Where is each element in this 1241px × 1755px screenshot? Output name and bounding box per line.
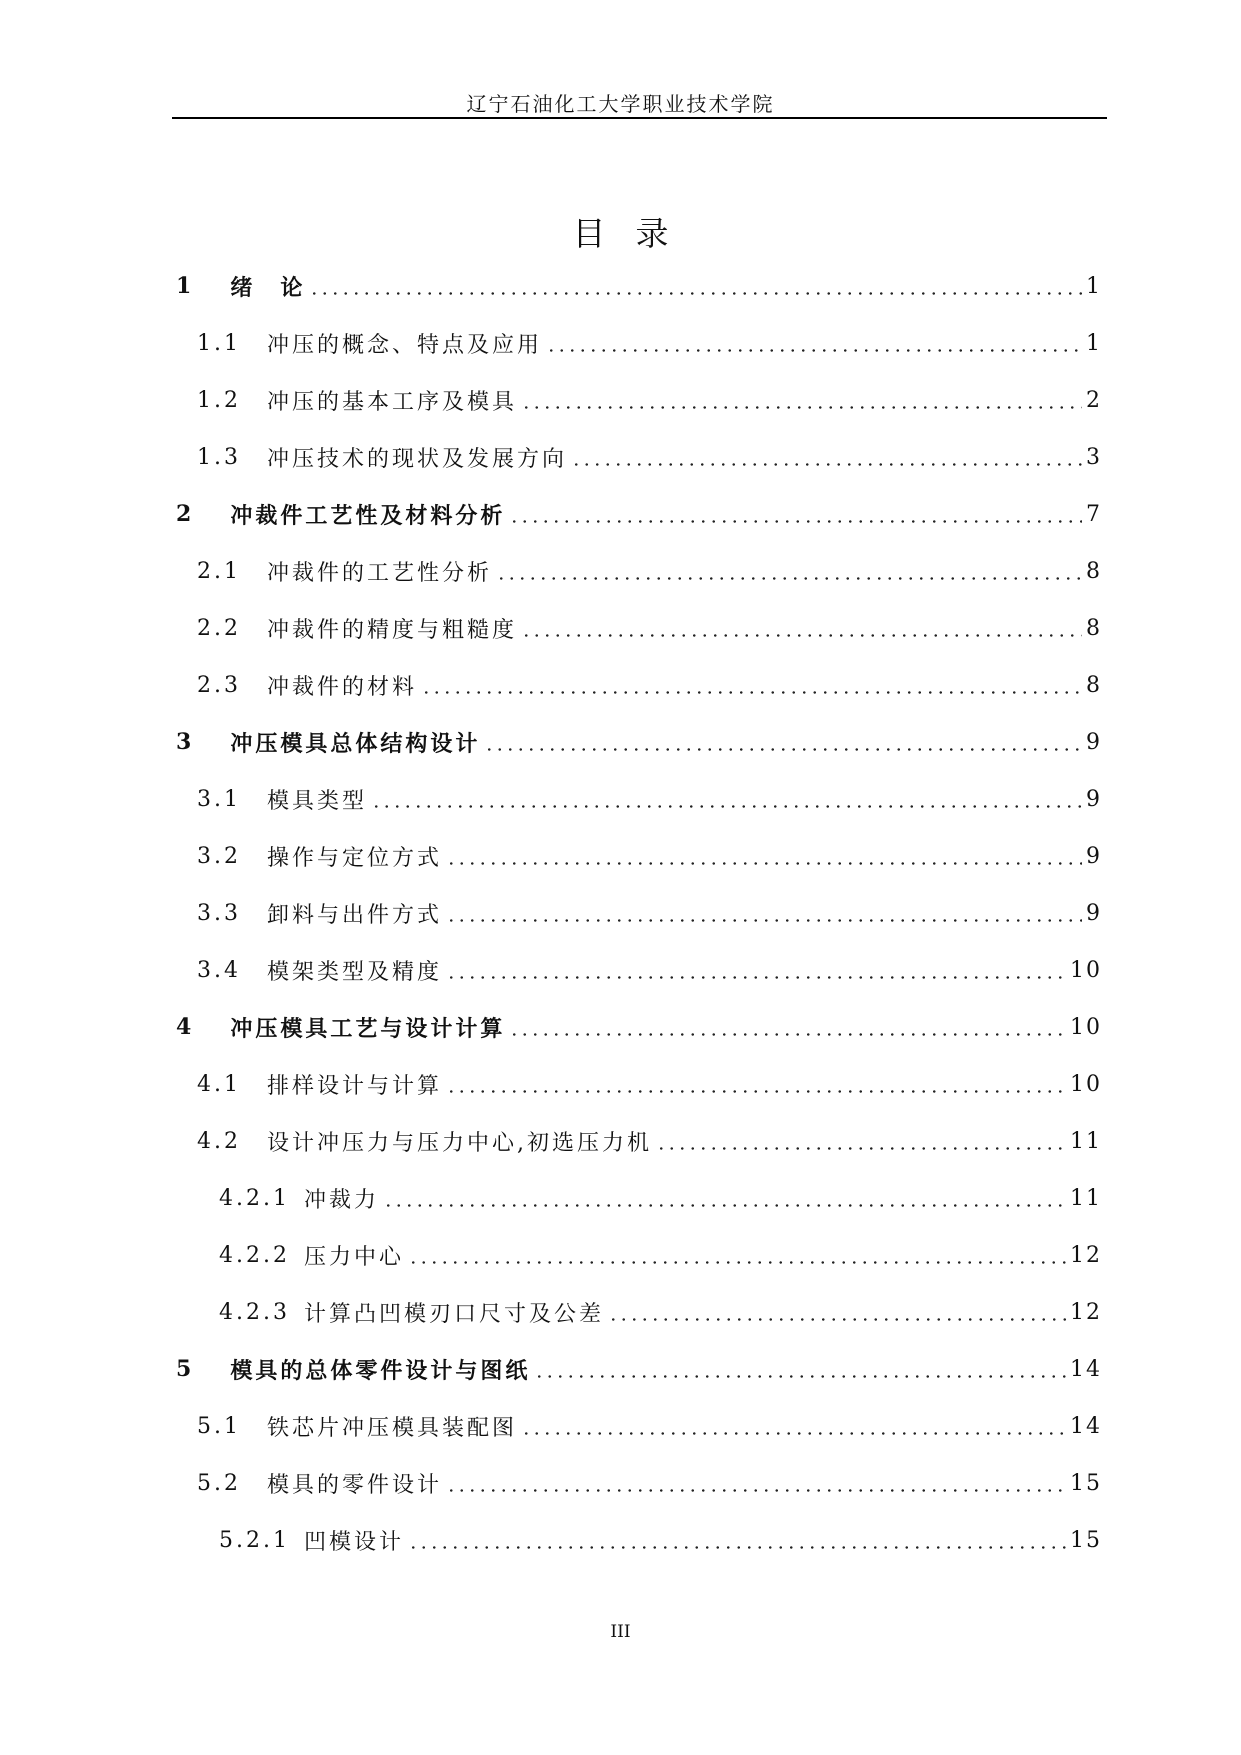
toc-entry-page: 8 (1086, 558, 1102, 584)
toc-entry-number: 4.2.3 (219, 1299, 290, 1325)
toc-entry-label: 卸料与出件方式 (267, 902, 443, 928)
dot-leader (421, 691, 1082, 694)
toc-entry-5-2-1[interactable] (219, 1518, 1102, 1562)
toc-entry-page: 14 (1070, 1356, 1102, 1382)
toc-entry-1-1[interactable] (197, 321, 1102, 365)
toc-entry-page: 2 (1086, 387, 1102, 413)
toc-entry-number: 3.4 (197, 957, 241, 983)
toc-entry-page: 14 (1070, 1413, 1102, 1439)
toc-entry-label: 压力中心 (303, 1244, 404, 1270)
dot-leader (521, 634, 1082, 637)
toc-entry-label: 模架类型及精度 (267, 959, 443, 985)
toc-entry-1-2[interactable] (197, 378, 1102, 422)
toc-entry-number: 4.2.2 (219, 1242, 290, 1268)
toc-entry-3-3[interactable] (197, 891, 1102, 935)
toc-entry-label: 设计冲压力与压力中心,初选压力机 (267, 1130, 652, 1156)
toc-entry-page: 1 (1086, 330, 1102, 356)
toc-entry-5[interactable] (176, 1347, 1102, 1391)
page-number: III (610, 1622, 631, 1642)
toc-entry-label: 冲裁件的精度与粗糙度 (267, 617, 518, 643)
toc-entry-number: 2.2 (197, 615, 241, 641)
toc-entry-page: 12 (1070, 1299, 1102, 1325)
toc-entry-page: 9 (1086, 786, 1102, 812)
toc-entry-number: 1.3 (197, 444, 241, 470)
toc-entry-number: 3.3 (197, 900, 241, 926)
dot-leader (656, 1147, 1066, 1150)
dot-leader (608, 1318, 1066, 1321)
toc-entry-number: 4 (176, 1014, 195, 1040)
toc-entry-page: 9 (1086, 843, 1102, 869)
toc-entry-page: 11 (1070, 1128, 1102, 1154)
toc-entry-number: 3 (176, 729, 195, 755)
toc-entry-4-2[interactable] (197, 1119, 1102, 1163)
toc-entry-label: 冲裁力 (303, 1187, 379, 1213)
toc-entry-label: 凹模设计 (303, 1529, 404, 1555)
dot-leader (446, 1489, 1066, 1492)
toc-entry-page: 15 (1070, 1527, 1102, 1553)
toc-entry-number: 2 (176, 501, 195, 527)
toc-entry-page: 3 (1086, 444, 1102, 470)
toc-entry-1[interactable] (176, 264, 1102, 308)
dot-leader (383, 1204, 1066, 1207)
toc-entry-number: 2.3 (197, 672, 241, 698)
toc-entry-label: 冲压技术的现状及发展方向 (267, 446, 568, 472)
toc-entry-label: 冲裁件的材料 (267, 674, 418, 700)
toc-entry-3[interactable] (176, 720, 1102, 764)
toc-entry-label: 冲压模具工艺与设计计算 (230, 1015, 506, 1042)
toc-entry-2-2[interactable] (197, 606, 1102, 650)
toc-entry-label: 模具类型 (267, 788, 368, 814)
dot-leader (484, 748, 1082, 751)
toc-entry-label: 冲压的基本工序及模具 (267, 389, 518, 415)
dot-leader (496, 577, 1082, 580)
toc-entry-3-2[interactable] (197, 834, 1102, 878)
dot-leader (534, 1375, 1066, 1378)
toc-entry-page: 15 (1070, 1470, 1102, 1496)
toc-entry-number: 1.1 (197, 330, 241, 356)
toc-entry-5-2[interactable] (197, 1461, 1102, 1505)
toc-entry-number: 4.2.1 (219, 1185, 290, 1211)
toc-entry-page: 9 (1086, 900, 1102, 926)
running-header: 辽宁石油化工大学职业技术学院 (466, 92, 775, 116)
toc-entry-page: 12 (1070, 1242, 1102, 1268)
toc-entry-4-2-1[interactable] (219, 1176, 1102, 1220)
toc-entry-page: 1 (1086, 273, 1102, 299)
dot-leader (446, 919, 1082, 922)
toc-entry-3-1[interactable] (197, 777, 1102, 821)
toc-entry-page: 10 (1070, 1014, 1102, 1040)
toc-entry-number: 2.1 (197, 558, 241, 584)
toc-entry-number: 5.2 (197, 1470, 241, 1496)
toc-entry-5-1[interactable] (197, 1404, 1102, 1448)
toc-entry-label: 冲压的概念、特点及应用 (267, 332, 543, 358)
dot-leader (309, 292, 1082, 295)
toc-entry-page: 9 (1086, 729, 1102, 755)
toc-entry-2-3[interactable] (197, 663, 1102, 707)
toc-entry-4-2-2[interactable] (219, 1233, 1102, 1277)
toc-entry-label: 模具的总体零件设计与图纸 (230, 1357, 531, 1384)
toc-entry-page: 11 (1070, 1185, 1102, 1211)
toc-entry-number: 5.2.1 (219, 1527, 290, 1553)
toc-entry-4-2-3[interactable] (219, 1290, 1102, 1334)
dot-leader (446, 976, 1066, 979)
toc-entry-number: 5 (176, 1356, 195, 1382)
dot-leader (509, 520, 1082, 523)
toc-entry-label: 绪 论 (230, 274, 306, 301)
dot-leader (571, 463, 1082, 466)
toc-entry-4[interactable] (176, 1005, 1102, 1049)
toc-entry-3-4[interactable] (197, 948, 1102, 992)
toc-entry-number: 3.1 (197, 786, 241, 812)
toc-entry-label: 铁芯片冲压模具装配图 (267, 1415, 518, 1441)
page-title: 目录 (572, 214, 699, 253)
toc-entry-label: 冲裁件的工艺性分析 (267, 560, 493, 586)
dot-leader (521, 1432, 1066, 1435)
dot-leader (446, 1090, 1066, 1093)
toc-entry-label: 冲裁件工艺性及材料分析 (230, 502, 506, 529)
dot-leader (521, 406, 1082, 409)
toc-entry-number: 4.1 (197, 1071, 241, 1097)
header-rule (172, 117, 1107, 119)
toc-entry-1-3[interactable] (197, 435, 1102, 479)
toc-entry-label: 冲压模具总体结构设计 (230, 730, 481, 757)
toc-entry-number: 3.2 (197, 843, 241, 869)
toc-entry-page: 8 (1086, 672, 1102, 698)
toc-entry-page: 7 (1086, 501, 1102, 527)
toc-entry-page: 8 (1086, 615, 1102, 641)
toc-entry-label: 模具的零件设计 (267, 1472, 443, 1498)
toc-entry-label: 计算凸凹模刃口尺寸及公差 (303, 1301, 604, 1327)
toc-entry-number: 5.1 (197, 1413, 241, 1439)
dot-leader (546, 349, 1082, 352)
toc-entry-number: 4.2 (197, 1128, 241, 1154)
toc-entry-2[interactable] (176, 492, 1102, 536)
toc-entry-label: 操作与定位方式 (267, 845, 443, 871)
toc-entry-page: 10 (1070, 1071, 1102, 1097)
toc-entry-number: 1.2 (197, 387, 241, 413)
dot-leader (408, 1546, 1066, 1549)
toc-entry-2-1[interactable] (197, 549, 1102, 593)
dot-leader (446, 862, 1082, 865)
dot-leader (371, 805, 1082, 808)
dot-leader (509, 1033, 1066, 1036)
dot-leader (408, 1261, 1066, 1264)
toc-entry-number: 1 (176, 273, 195, 299)
toc-entry-page: 10 (1070, 957, 1102, 983)
toc-entry-label: 排样设计与计算 (267, 1073, 443, 1099)
toc-entry-4-1[interactable] (197, 1062, 1102, 1106)
